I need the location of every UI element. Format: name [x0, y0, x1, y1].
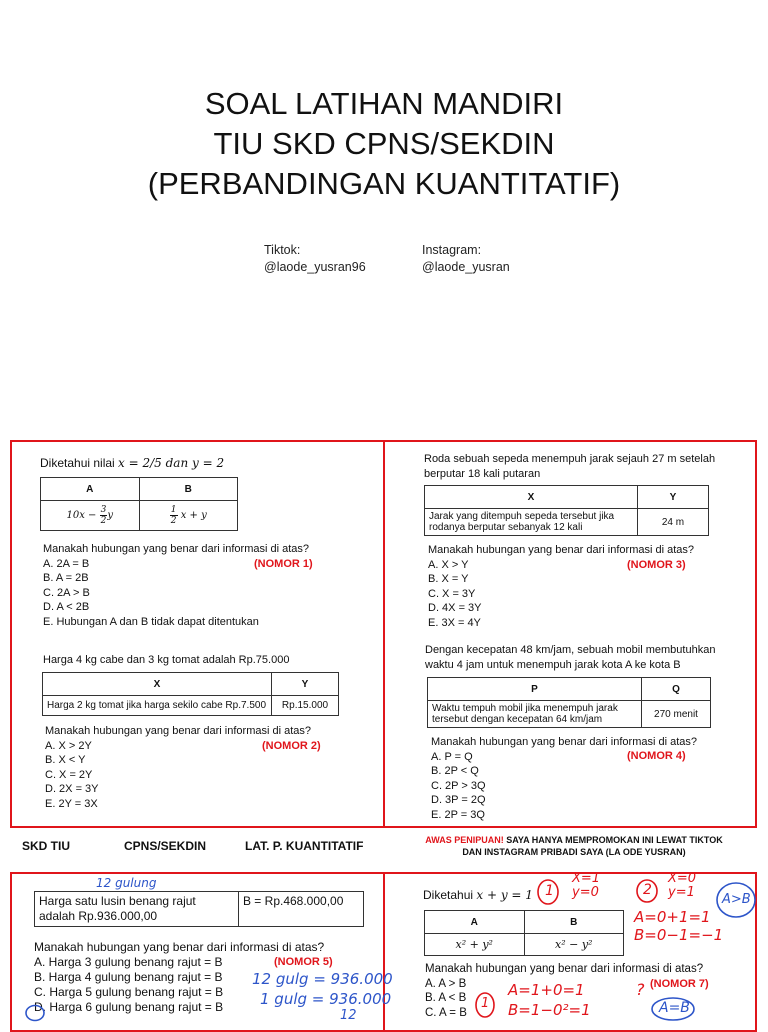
q1-option-b: B. A = 2B: [43, 572, 89, 584]
warning-line-1: SAYA HANYA MEMPROMOKAN INI LEWAT TIKTOK: [503, 835, 723, 845]
q3-option-d: D. 4X = 3Y: [428, 602, 482, 614]
q5-cell-a: [35, 892, 239, 927]
q7-hw-c2: 2: [643, 882, 652, 898]
q2-nomor: (NOMOR 2): [262, 740, 321, 752]
q7-hw-a2: A=1+0=1: [508, 981, 585, 999]
tiktok-info: [264, 242, 366, 276]
q2-question: Manakah hubungan yang benar dari informasi di atas?: [45, 725, 312, 737]
q1-nomor: (NOMOR 1): [254, 558, 313, 570]
q5-hw-divisor: 12: [340, 1008, 357, 1023]
q4-table: [427, 677, 711, 728]
q5-question: Manakah hubungan yang benar dari informasi di atas?: [34, 940, 325, 954]
title-line-2: TIU SKD CPNS/SEKDIN: [213, 126, 555, 161]
q5-option-a: A. Harga 3 gulung benang rajut = B: [34, 955, 223, 969]
q1-intro-math: x = 2/5 dan y = 2: [118, 456, 225, 470]
q7-option-b: B. A < B: [425, 992, 467, 1004]
q5-table: [34, 891, 364, 927]
q3-body: [428, 543, 694, 630]
q1-cell-a: [41, 501, 140, 531]
q7-hw-calc-1: [508, 980, 591, 1020]
footer-skd-tiu: SKD TIU: [22, 839, 70, 853]
q3-col-y: Y: [638, 486, 709, 509]
q4-body: [431, 735, 697, 822]
q2-option-a: A. X > 2Y: [45, 739, 92, 752]
q1-option-a: A. 2A = B: [43, 557, 90, 570]
q7-cell-b: x² − y²: [524, 934, 624, 956]
q1-col-a: A: [41, 478, 140, 501]
q2-body: [45, 724, 311, 811]
q5-cell-a-2: adalah Rp.936.000,00: [39, 909, 158, 923]
q7-option-c: C. A = B: [425, 1006, 467, 1019]
q3-intro: [424, 452, 715, 481]
q7-hw-xy1: [572, 872, 600, 900]
q2-col-x: X: [43, 673, 272, 696]
q5-hw-12-gulung: 12 gulung: [96, 876, 157, 890]
q1-cell-b-den: 2: [170, 516, 177, 526]
q7-intro: [423, 888, 533, 903]
q1-option-c: C. 2A > B: [43, 586, 90, 599]
q7-hw-agtb: A>B: [722, 892, 751, 907]
q4-cell-p: [428, 701, 642, 728]
q4-intro: [425, 643, 715, 672]
q4-option-b: B. 2P < Q: [431, 765, 479, 777]
q7-hw-calc-2: [634, 908, 723, 944]
q4-option-c: C. 2P > 3Q: [431, 779, 486, 792]
q7-table: [424, 910, 624, 956]
q7-intro-math: x + y = 1: [476, 888, 533, 902]
instagram-handle: @laode_yusran: [422, 260, 510, 274]
q1-intro-text: Diketahui nilai: [40, 456, 119, 470]
q7-col-a: A: [425, 911, 525, 934]
title-line-3: (PERBANDINGAN KUANTITATIF): [147, 166, 621, 201]
instagram-info: [422, 242, 510, 276]
q7-option-a: A. A > B: [425, 977, 467, 990]
q2-option-e: E. 2Y = 3X: [45, 797, 98, 810]
q5-answer-circle: [24, 1004, 46, 1022]
title-line-1: SOAL LATIHAN MANDIRI: [204, 86, 564, 121]
footer-warning: [404, 834, 744, 858]
q7-hw-a1: A=0+1=1: [634, 908, 711, 926]
q1-cell-a-den: 2: [100, 516, 107, 526]
q5-option-d: D. Harga 6 gulung benang rajut = B: [34, 1000, 224, 1014]
q5-option-c: C. Harga 5 gulung benang rajut = B: [34, 985, 224, 999]
q5-nomor: (NOMOR 5): [274, 956, 333, 968]
q4-col-q: Q: [642, 678, 711, 701]
q1-cell-a-post: y: [107, 510, 113, 521]
q3-intro-2: berputar 18 kali putaran: [424, 467, 541, 480]
q7-hw-x1: X=1: [572, 871, 601, 886]
q7-hw-aeqb: A=B: [659, 1000, 690, 1016]
page-title: [0, 84, 768, 204]
tiktok-label: Tiktok:: [264, 243, 301, 257]
q3-cell-y: 24 m: [638, 509, 709, 536]
q1-option-e: E. Hubungan A dan B tidak dapat ditentukan: [43, 615, 259, 628]
warning-red: AWAS PENIPUAN!: [425, 835, 504, 845]
q1-cell-b: [139, 501, 238, 531]
q1-cell-a-pre: 10x −: [66, 510, 97, 521]
q7-hw-y2: y=1: [668, 885, 695, 900]
q2-option-d: D. 2X = 3Y: [45, 783, 99, 795]
q3-cell-x-2: rodanya berputar sebanyak 12 kali: [429, 522, 583, 533]
q4-question: Manakah hubungan yang benar dari informasi di atas?: [431, 736, 698, 748]
q7-intro-text: Diketahui: [423, 888, 477, 902]
footer-lat: LAT. P. KUANTITATIF: [245, 839, 364, 853]
q5-option-b: B. Harga 4 gulung benang rajut = B: [34, 970, 223, 984]
q5-hw-line-1: 12 gulg = 936.000: [252, 970, 393, 988]
q4-option-a: A. P = Q: [431, 750, 473, 763]
q7-hw-xy2: [668, 872, 696, 900]
q1-option-d: D. A < 2B: [43, 601, 90, 613]
q3-table: [424, 485, 709, 536]
q4-option-d: D. 3P = 2Q: [431, 794, 486, 806]
q3-cell-x: [425, 509, 638, 536]
q3-option-b: B. X = Y: [428, 573, 469, 585]
q1-col-b: B: [139, 478, 238, 501]
q3-intro-1: Roda sebuah sepeda menempuh jarak sejauh 27 m setelah: [424, 453, 716, 465]
instagram-label: Instagram:: [422, 243, 482, 257]
q3-question: Manakah hubungan yang benar dari informasi di atas?: [428, 544, 695, 556]
q3-nomor: (NOMOR 3): [627, 559, 686, 571]
q7-nomor: (NOMOR 7): [650, 978, 709, 990]
q7-hw-y1: y=0: [572, 885, 599, 900]
q2-table: [42, 672, 339, 716]
q1-body: [43, 542, 309, 629]
q1-cell-a-num: 3: [100, 505, 107, 515]
q4-cell-q: 270 menit: [642, 701, 711, 728]
footer-cpns: CPNS/SEKDIN: [124, 839, 207, 853]
q7-hw-c3: 1: [481, 996, 490, 1011]
q1-cell-b-post: x + y: [180, 510, 207, 521]
q5-hw-line-2: 1 gulg = 936.000: [260, 990, 392, 1008]
q2-option-b: B. X < Y: [45, 754, 86, 766]
q3-option-e: E. 3X = 4Y: [428, 616, 481, 629]
q3-cell-x-1: Jarak yang ditempuh sepeda tersebut jika: [429, 511, 615, 522]
warning-line-2: DAN INSTAGRAM PRIBADI SAYA (LA ODE YUSRAN): [462, 847, 686, 857]
q2-cell-x: Harga 2 kg tomat jika harga sekilo cabe Rp.7.500: [43, 696, 272, 716]
q3-col-x: X: [425, 486, 638, 509]
q1-table: [40, 477, 238, 531]
q5-cell-a-1: Harga satu lusin benang rajut: [39, 894, 196, 908]
q5-cell-b: B = Rp.468.000,00: [238, 892, 363, 927]
q4-intro-2: waktu 4 jam untuk menempuh jarak kota A ke kota B: [425, 658, 681, 671]
q3-option-a: A. X > Y: [428, 558, 469, 571]
q2-intro: Harga 4 kg cabe dan 3 kg tomat adalah Rp.75.000: [43, 654, 290, 666]
q4-nomor: (NOMOR 4): [627, 750, 686, 762]
q1-cell-b-num: 1: [170, 505, 177, 515]
q7-hw-question: ?: [636, 980, 645, 999]
q7-hw-c1: 1: [545, 883, 554, 899]
q2-cell-y: Rp.15.000: [272, 696, 339, 716]
q1-question: Manakah hubungan yang benar dari informasi di atas?: [43, 543, 310, 555]
q7-hw-b2: B=1−0²=1: [508, 1001, 591, 1019]
q2-option-c: C. X = 2Y: [45, 768, 93, 781]
q3-option-c: C. X = 3Y: [428, 587, 476, 600]
q4-option-e: E. 2P = 3Q: [431, 808, 485, 821]
q7-cell-a: x² + y²: [425, 934, 525, 956]
q7-question: Manakah hubungan yang benar dari informasi di atas?: [425, 963, 704, 975]
q7-col-b: B: [524, 911, 624, 934]
q2-col-y: Y: [272, 673, 339, 696]
q4-col-p: P: [428, 678, 642, 701]
tiktok-handle: @laode_yusran96: [264, 260, 366, 274]
q4-cell-p-2: tersebut dengan kecepatan 64 km/jam: [432, 714, 603, 725]
q4-intro-1: Dengan kecepatan 48 km/jam, sebuah mobil membutuhkan: [425, 644, 716, 656]
q1-intro: [40, 456, 224, 471]
q4-cell-p-1: Waktu tempuh mobil jika menempuh jarak: [432, 703, 618, 714]
q7-hw-x2: X=0: [668, 871, 697, 886]
q7-hw-b1: B=0−1=−1: [634, 926, 724, 944]
